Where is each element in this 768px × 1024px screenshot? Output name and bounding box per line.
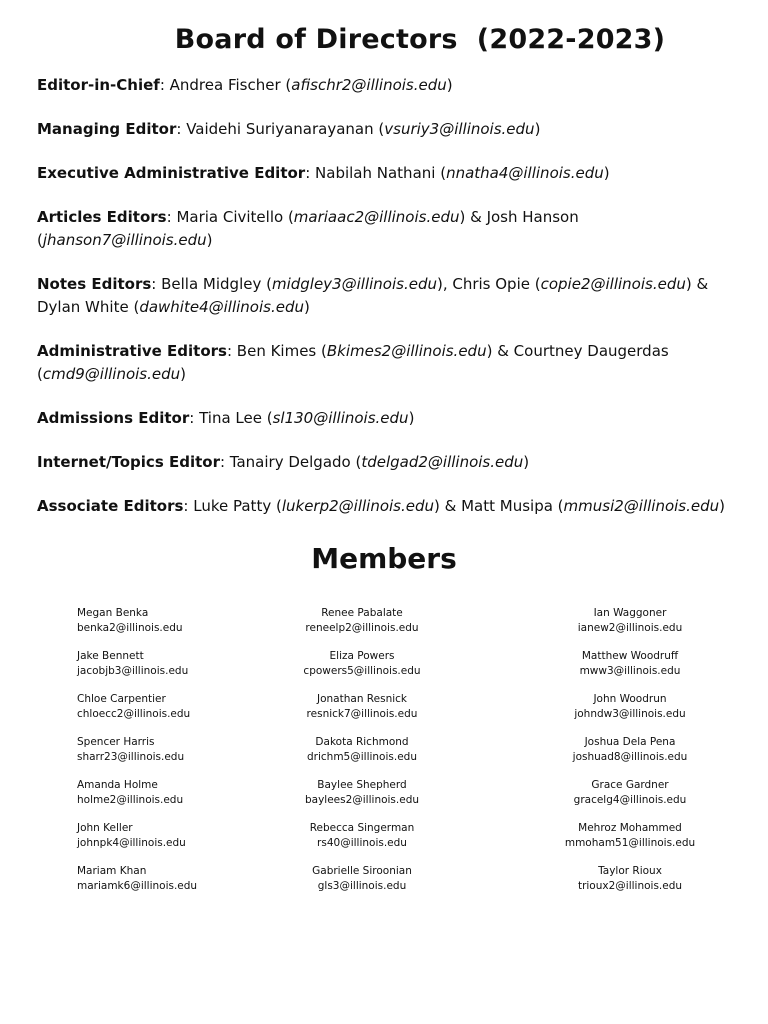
member-name: Spencer Harris <box>77 736 155 748</box>
board-role-entry: Notes Editors: Bella Midgley (midgley3@illinois.edu), Chris Opie (copie2@illinois.edu) & Dylan White (dawhite4@illinois.edu) <box>37 275 709 316</box>
members-title: Members <box>311 542 457 575</box>
board-role-entry: Editor-in-Chief: Andrea Fischer (afischr2@illinois.edu) <box>37 76 453 94</box>
member-email: benka2@illinois.edu <box>77 621 183 634</box>
role-person-text: Nabilah Nathani ( <box>315 164 447 182</box>
member-name: Gabrielle Siroonian <box>312 865 412 877</box>
board-role-entry: Admissions Editor: Tina Lee (sl130@illinois.edu) <box>37 409 415 427</box>
role-title: Articles Editors <box>37 208 167 226</box>
member-entry <box>77 735 277 778</box>
role-email: mariaac2@illinois.edu <box>293 208 460 226</box>
board-role-entry: Managing Editor: Vaidehi Suriyanarayanan (vsuriy3@illinois.edu) <box>37 120 541 138</box>
members-column-right <box>530 606 730 907</box>
member-email: johndw3@illinois.edu <box>574 707 686 720</box>
role-person-text: Luke Patty ( <box>193 497 282 515</box>
role-person-text: Tina Lee ( <box>199 409 273 427</box>
member-entry <box>262 692 462 735</box>
member-email: ianew2@illinois.edu <box>577 621 683 634</box>
role-person-text: Vaidehi Suriyanarayanan ( <box>186 120 385 138</box>
role-email: mmusi2@illinois.edu <box>563 497 720 515</box>
member-email: baylees2@illinois.edu <box>304 793 420 806</box>
role-email: midgley3@illinois.edu <box>271 275 437 293</box>
member-entry <box>530 864 730 907</box>
role-person-text: ) <box>534 120 541 138</box>
members-column-left <box>77 606 277 907</box>
member-email: cpowers5@illinois.edu <box>303 664 421 677</box>
member-email: gls3@illinois.edu <box>317 879 407 892</box>
role-email: vsuriy3@illinois.edu <box>384 120 535 138</box>
member-name: Ian Waggoner <box>593 607 667 619</box>
member-name: Jake Bennett <box>77 650 144 662</box>
role-person-text: ) & Dylan White ( <box>37 275 709 316</box>
member-email: mmoham51@illinois.edu <box>564 836 696 849</box>
role-person-text: ), Chris Opie ( <box>436 275 541 293</box>
member-name: Grace Gardner <box>591 779 669 791</box>
board-role-entry: Internet/Topics Editor: Tanairy Delgado (tdelgad2@illinois.edu) <box>37 453 530 471</box>
role-email: cmd9@illinois.edu <box>42 365 181 383</box>
member-entry <box>77 649 277 692</box>
member-email: chloecc2@illinois.edu <box>77 707 191 720</box>
member-entry <box>530 778 730 821</box>
member-name: Amanda Holme <box>77 779 158 791</box>
member-email: johnpk4@illinois.edu <box>77 836 186 849</box>
board-role-entry: Articles Editors: Maria Civitello (mariaac2@illinois.edu) & Josh Hanson (jhanson7@illinois.edu) <box>37 208 579 249</box>
role-person-text: ) <box>408 409 415 427</box>
role-person-text: Tanairy Delgado ( <box>229 453 362 471</box>
member-email: reneelp2@illinois.edu <box>305 621 419 634</box>
role-person-text: Ben Kimes ( <box>236 342 327 360</box>
member-name: Taylor Rioux <box>598 865 662 877</box>
role-person-text: ) <box>180 365 187 383</box>
role-title: Internet/Topics Editor <box>37 453 220 471</box>
board-roles-list <box>37 74 737 539</box>
role-email: copie2@illinois.edu <box>540 275 686 293</box>
member-entry <box>530 735 730 778</box>
role-email: lukerp2@illinois.edu <box>281 497 435 515</box>
member-entry <box>530 649 730 692</box>
member-name: Dakota Richmond <box>315 736 409 748</box>
role-person-text: ) <box>206 231 213 249</box>
role-person-text: Maria Civitello ( <box>176 208 294 226</box>
member-email: jacobjb3@illinois.edu <box>77 664 189 677</box>
member-entry <box>77 864 277 907</box>
role-title: Administrative Editors <box>37 342 227 360</box>
role-title: Editor-in-Chief <box>37 76 160 94</box>
member-name: Megan Benka <box>77 607 149 619</box>
board-role-entry: Administrative Editors: Ben Kimes (Bkimes2@illinois.edu) & Courtney Daugerdas (cmd9@illinois.edu) <box>37 342 669 383</box>
role-person-text: Andrea Fischer ( <box>169 76 292 94</box>
members-column-center <box>262 606 462 907</box>
member-email: gracelg4@illinois.edu <box>573 793 687 806</box>
member-name: Joshua Dela Pena <box>584 736 676 748</box>
role-email: afischr2@illinois.edu <box>291 76 447 94</box>
role-title: Associate Editors <box>37 497 184 515</box>
member-entry <box>77 778 277 821</box>
member-entry <box>262 778 462 821</box>
member-name: Renee Pabalate <box>321 607 403 619</box>
member-email: holme2@illinois.edu <box>77 793 184 806</box>
member-entry <box>262 649 462 692</box>
member-entry <box>262 821 462 864</box>
member-entry <box>77 821 277 864</box>
role-title: Admissions Editor <box>37 409 190 427</box>
role-title: Notes Editors <box>37 275 152 293</box>
role-person-text: ) <box>303 298 310 316</box>
member-entry <box>262 606 462 649</box>
role-email: nnatha4@illinois.edu <box>446 164 604 182</box>
member-entry <box>530 606 730 649</box>
board-role-entry: Executive Administrative Editor: Nabilah Nathani (nnatha4@illinois.edu) <box>37 164 610 182</box>
role-person-text: ) <box>603 164 610 182</box>
member-entry <box>262 735 462 778</box>
role-person-text: ) <box>446 76 453 94</box>
member-name: Mariam Khan <box>77 865 147 877</box>
role-person-text: ) & Josh Hanson ( <box>37 208 579 249</box>
member-name: Jonathan Resnick <box>317 693 407 705</box>
member-email: mariamk6@illinois.edu <box>77 879 198 892</box>
member-entry <box>530 692 730 735</box>
member-name: Rebecca Singerman <box>309 822 415 834</box>
member-email: mww3@illinois.edu <box>579 664 681 677</box>
member-name: Matthew Woodruff <box>581 650 679 662</box>
member-name: Chloe Carpentier <box>77 693 166 705</box>
role-person-text: ) <box>523 453 530 471</box>
member-email: trioux2@illinois.edu <box>577 879 683 892</box>
member-name: John Keller <box>77 822 133 834</box>
role-person-text: ) <box>719 497 726 515</box>
role-title: Executive Administrative Editor <box>37 164 306 182</box>
role-email: Bkimes2@illinois.edu <box>326 342 487 360</box>
role-email: sl130@illinois.edu <box>272 409 409 427</box>
member-email: resnick7@illinois.edu <box>306 707 418 720</box>
board-title: Board of Directors (2022-2023) <box>174 24 666 55</box>
role-email: tdelgad2@illinois.edu <box>361 453 524 471</box>
member-name: John Woodrun <box>593 693 667 705</box>
member-email: joshuad8@illinois.edu <box>572 750 688 763</box>
member-name: Eliza Powers <box>329 650 395 662</box>
member-entry <box>77 692 277 735</box>
member-email: drichm5@illinois.edu <box>307 750 417 763</box>
member-entry <box>262 864 462 907</box>
role-email: jhanson7@illinois.edu <box>42 231 207 249</box>
role-title: Managing Editor <box>37 120 177 138</box>
member-entry <box>77 606 277 649</box>
member-entry <box>530 821 730 864</box>
role-person-text: Bella Midgley ( <box>161 275 272 293</box>
role-person-text: ) & Courtney Daugerdas ( <box>37 342 669 383</box>
role-email: dawhite4@illinois.edu <box>139 298 304 316</box>
board-role-entry: Associate Editors: Luke Patty (lukerp2@illinois.edu) & Matt Musipa (mmusi2@illinois.edu) <box>37 497 726 515</box>
member-email: rs40@illinois.edu <box>317 836 407 849</box>
member-email: sharr23@illinois.edu <box>77 750 185 763</box>
role-person-text: ) & Matt Musipa ( <box>434 497 564 515</box>
member-name: Mehroz Mohammed <box>578 822 682 834</box>
member-name: Baylee Shepherd <box>317 779 407 791</box>
